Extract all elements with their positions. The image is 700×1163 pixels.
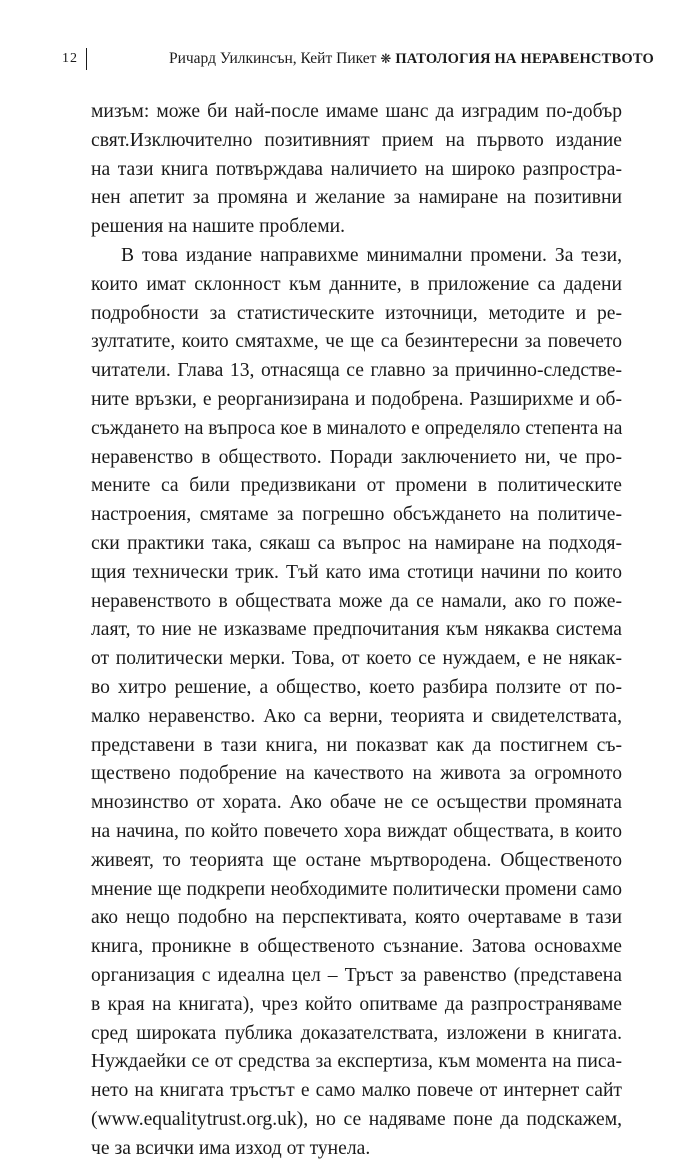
text-line: ществено подобрение на качеството на живота за огромното <box>91 763 622 785</box>
header-separator-icon: ❋ <box>380 51 392 66</box>
text-line: ски практики така, сякаш са въпрос на намиране на подходя- <box>91 532 622 554</box>
text-line: книга, проникне в общественото съзнание. Затова основахме <box>91 936 622 958</box>
text-line: живеят, то теорията ще остане мъртвородена. Общественото <box>91 849 622 871</box>
paragraph <box>91 98 622 242</box>
text-line: на тази книга потвърждава наличието на широко разпростра- <box>91 158 622 180</box>
text-line: свят.Изключително позитивният прием на първото издание <box>91 129 622 151</box>
page-number: 12 <box>62 51 78 66</box>
text-line: читатели. Глава 13, отнасяща се главно за причинно-следстве- <box>91 360 622 382</box>
text-line: в края на книгата), чрез който опитваме да разпространяваме <box>91 993 622 1015</box>
text-line: нен апетит за промяна и желание за намиране на позитивни <box>91 187 622 209</box>
text-line: мените са били предизвикани от промени в политическите <box>91 475 622 497</box>
text-line: настроения, смятаме за погрешно обсъждането на политиче- <box>91 504 622 526</box>
text-line: решения на нашите проблеми. <box>91 216 345 238</box>
text-line: неравенство в обществото. Поради заключението ни, че про- <box>91 446 622 468</box>
text-line: мнозинство от хората. Ако обаче не се осъществи промяната <box>91 792 622 814</box>
text-line: во хитро решение, а общество, което разбира ползите от по- <box>91 676 622 698</box>
text-line: мизъм: може би най-после имаме шанс да изградим по-добър <box>91 101 622 122</box>
text-line: съждането на въпроса кое в миналото е определяло степента на <box>91 417 623 439</box>
header-divider <box>86 48 87 70</box>
text-line: на начина, по който повечето хора виждат обществата, в които <box>91 820 622 842</box>
text-line: В това издание направихме минимални промени. За тези, <box>121 244 622 266</box>
text-line: щия технически трик. Тъй като има стотици начини по които <box>91 561 622 583</box>
text-line: подробности за статистическите източници, методите и ре- <box>91 302 622 324</box>
text-line: представени в тази книга, ни показват как да постигнем съ- <box>91 734 622 756</box>
running-header <box>62 44 654 74</box>
body-text <box>91 98 622 1163</box>
text-line: които имат склонност към данните, в приложение са дадени <box>91 273 622 295</box>
text-line: неравенството в обществата може да се намали, ако го поже- <box>91 590 622 612</box>
text-line: мнение ще подкрепи необходимите политически промени само <box>91 878 622 900</box>
text-line: ните връзки, е реорганизирана и подобрена. Разширихме и об- <box>91 388 622 410</box>
text-line: Нуждаейки се от средства за експертиза, към момента на писа- <box>91 1051 622 1073</box>
text-line: че за всички има изход от тунела. <box>91 1137 371 1159</box>
text-line: сред широката публика доказателствата, изложени в книгата. <box>91 1022 622 1044</box>
text-line: зултатите, които смятахме, че ще са безинтересни за повечето <box>91 331 622 353</box>
text-line: малко неравенство. Ако са верни, теорията и свидетелствата, <box>91 705 622 727</box>
header-book-title: ПАТОЛОГИЯ НА НЕРАВЕНСТВОТО <box>395 51 654 67</box>
text-line: (www.equalitytrust.org.uk), но се надяваме поне да подскажем, <box>91 1108 622 1130</box>
text-line: ако нещо подобно на перспективата, която очертаваме в тази <box>91 907 622 929</box>
text-line: организация с идеална цел – Тръст за равенство (представена <box>91 964 622 986</box>
text-line: от политически мерки. Това, от което се нуждаем, е не някак- <box>91 648 622 670</box>
paragraph <box>91 242 622 1163</box>
header-authors: Ричард Уилкинсън, Кейт Пикет <box>168 50 377 67</box>
text-line: лаят, то ние не изказваме предпочитания към някаква система <box>91 619 622 641</box>
text-line: нето на книгата тръстът е само малко повече от интернет сайт <box>91 1080 622 1102</box>
